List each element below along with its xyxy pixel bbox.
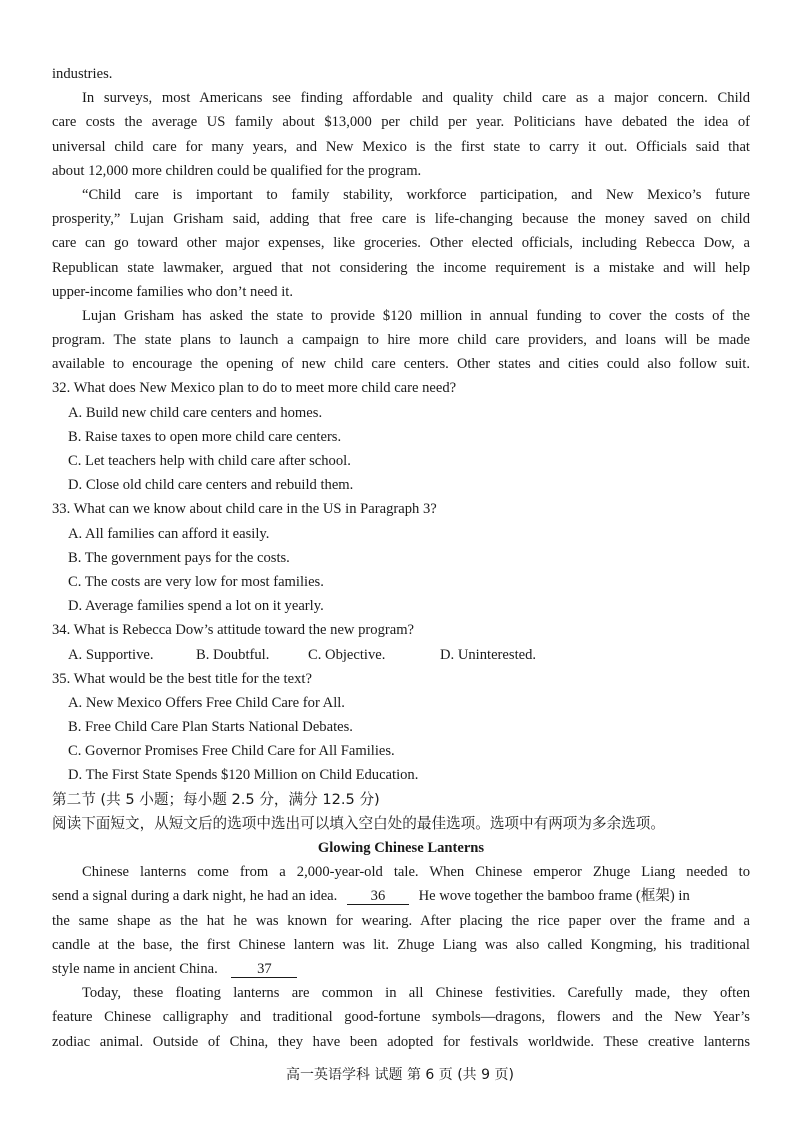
blank-37: 37 <box>231 961 297 978</box>
passage-text: He wove together the bamboo frame (框架) in <box>418 888 690 905</box>
question-stem: 34. What is Rebecca Dow’s attitude toward the new program? <box>52 622 415 639</box>
answer-option: D. The First State Spends $120 Million on Child Education. <box>68 767 419 784</box>
passage-line: the same shape as the hat he was known for wearing. After placing the rice paper over the frame and a <box>52 912 750 929</box>
exam-page <box>52 62 750 1054</box>
passage-line: universal child care for many years, and New Mexico is the first state to carry it out. Officials said that <box>52 138 750 155</box>
passage-line: care costs the average US family about $13,000 per child per year. Politicians have debated the idea of <box>52 114 750 131</box>
answer-option: C. Governor Promises Free Child Care for All Families. <box>68 743 395 760</box>
answer-option: B. The government pays for the costs. <box>68 549 290 566</box>
passage-line: “Child care is important to family stability, workforce participation, and New Mexico’s future <box>82 186 750 203</box>
answer-option: A. New Mexico Offers Free Child Care for All. <box>68 694 345 711</box>
page-footer: 高一英语学科 试题 第 6 页 (共 9 页) <box>286 1067 514 1083</box>
answer-option: D. Uninterested. <box>440 646 537 663</box>
passage-line: care can go toward other major expenses, like groceries. Other elected officials, including Rebecca Dow, a <box>52 235 750 252</box>
passage-line: upper-income families who don’t need it. <box>52 283 293 300</box>
answer-option: B. Doubtful. <box>196 646 270 663</box>
passage-line: Today, these floating lanterns are common in all Chinese festivities. Carefully made, they often <box>82 985 750 1002</box>
passage-line: about 12,000 more children could be qualified for the program. <box>52 162 422 179</box>
passage-line: available to encourage the opening of new child care centers. Other states and cities could also follow suit. <box>52 356 750 373</box>
answer-option: A. Build new child care centers and homes. <box>68 404 323 421</box>
answer-option: C. The costs are very low for most families. <box>68 573 324 590</box>
section-instruction: 阅读下面短文，从短文后的选项中选出可以填入空白处的最佳选项。选项中有两项为多余选项。 <box>52 814 665 832</box>
answer-option: D. Average families spend a lot on it yearly. <box>68 598 324 615</box>
question-stem: 33. What can we know about child care in the US in Paragraph 3? <box>52 501 437 518</box>
passage-line: industries. <box>52 66 113 82</box>
answer-option: B. Raise taxes to open more child care centers. <box>68 428 342 445</box>
passage-line-with-blank <box>52 884 750 908</box>
passage-line: feature Chinese calligraphy and traditional good-fortune symbols—dragons, flowers and the New Year’s <box>52 1009 750 1026</box>
answer-options-row <box>52 643 750 667</box>
passage-line: Republican state lawmaker, argued that not considering the income requirement is a mistake and will help <box>52 259 750 276</box>
answer-option: B. Free Child Care Plan Starts National Debates. <box>68 719 353 736</box>
passage-title: Glowing Chinese Lanterns <box>317 840 485 856</box>
passage-line-with-blank <box>52 957 750 981</box>
passage-line: Lujan Grisham has asked the state to provide $120 million in annual funding to cover the costs of the <box>82 307 750 324</box>
answer-option: A. All families can afford it easily. <box>68 525 270 542</box>
passage-text: style name in ancient China. <box>52 960 218 977</box>
answer-option: D. Close old child care centers and rebuild them. <box>68 477 354 494</box>
passage-line: In surveys, most Americans see finding affordable and quality child care as a major concern. Child <box>82 90 750 107</box>
passage-line: program. The state plans to launch a campaign to hire more child care providers, and loans will be made <box>52 332 750 349</box>
passage-line: candle at the base, the first Chinese lantern was lit. Zhuge Liang was also called Kongming, his traditional <box>52 936 750 953</box>
answer-option: C. Objective. <box>308 646 386 663</box>
question-stem: 35. What would be the best title for the text? <box>52 670 312 687</box>
answer-option: A. Supportive. <box>68 646 154 663</box>
passage-line: Chinese lanterns come from a 2,000-year-old tale. When Chinese emperor Zhuge Liang needed to <box>82 864 750 881</box>
question-stem: 32. What does New Mexico plan to do to meet more child care need? <box>52 380 457 397</box>
answer-option: C. Let teachers help with child care after school. <box>68 453 351 469</box>
passage-line: prosperity,” Lujan Grisham said, adding that free care is life-changing because the money saved on child <box>52 211 750 228</box>
blank-36: 36 <box>347 888 409 905</box>
passage-text: send a signal during a dark night, he had an idea. <box>52 888 338 905</box>
passage-line: zodiac animal. Outside of China, they have been adopted for festivals worldwide. These creative lanterns <box>52 1033 750 1050</box>
section-header: 第二节 (共 5 小题；每小题 2.5 分，满分 12.5 分) <box>52 790 380 808</box>
